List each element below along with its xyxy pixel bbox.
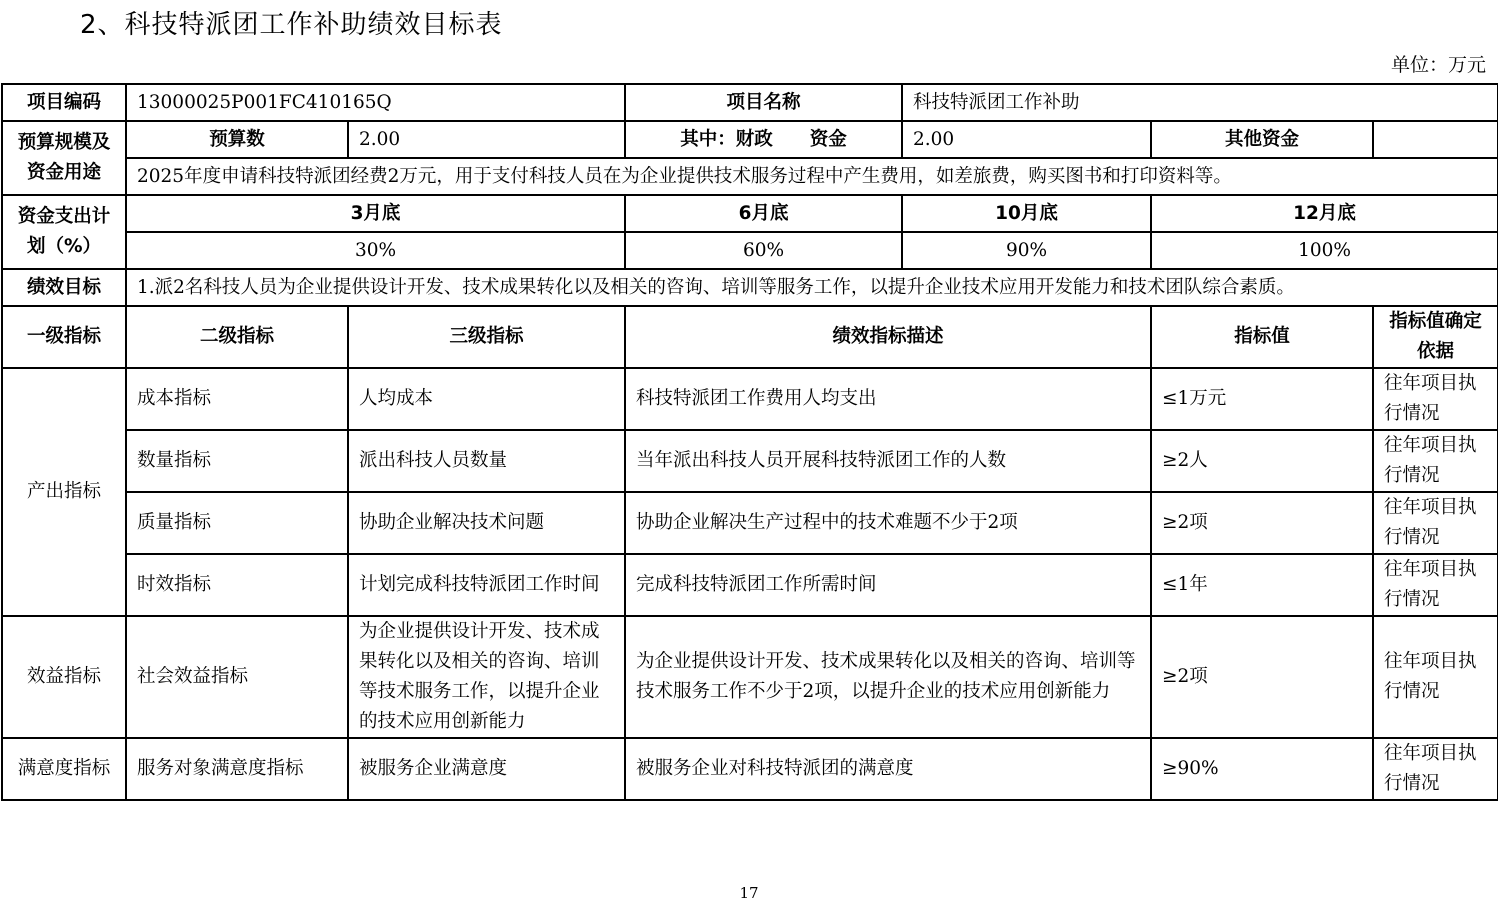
level3-cell: 协助企业解决技术问题 — [348, 492, 625, 554]
table-row — [2, 738, 1498, 800]
spending-period: 3月底 — [126, 195, 625, 232]
value-cell: ≥90% — [1151, 738, 1373, 800]
spending-period-row — [2, 195, 1498, 232]
page-number: 17 — [739, 884, 759, 902]
description-cell: 被服务企业对科技特派团的满意度 — [625, 738, 1151, 800]
project-code-value: 13000025P001FC410165Q — [126, 84, 625, 121]
level2-cell: 成本指标 — [126, 368, 348, 430]
budget-row — [2, 121, 1498, 158]
budget-amount-value: 2.00 — [348, 121, 625, 158]
level3-cell: 被服务企业满意度 — [348, 738, 625, 800]
basis-cell: 往年项目执行情况 — [1373, 616, 1498, 738]
table-row — [2, 368, 1498, 430]
basis-cell: 往年项目执行情况 — [1373, 554, 1498, 616]
header-description: 绩效指标描述 — [625, 306, 1151, 368]
spending-percent: 100% — [1151, 232, 1498, 269]
purpose-row — [2, 158, 1498, 195]
table-row — [2, 616, 1498, 738]
spending-period: 6月底 — [625, 195, 902, 232]
level1-benefit: 效益指标 — [2, 616, 126, 738]
table-row — [2, 492, 1498, 554]
header-level2: 二级指标 — [126, 306, 348, 368]
spending-percent: 30% — [126, 232, 625, 269]
budget-amount-label: 预算数 — [126, 121, 348, 158]
spending-period: 10月底 — [902, 195, 1151, 232]
fiscal-funds-label: 其中：财政 资金 — [625, 121, 902, 158]
goal-label: 绩效目标 — [2, 269, 126, 306]
spending-value-row — [2, 232, 1498, 269]
unit-label: 单位：万元 — [1390, 54, 1486, 76]
description-cell: 完成科技特派团工作所需时间 — [625, 554, 1151, 616]
project-code-label: 项目编码 — [2, 84, 126, 121]
project-name-label: 项目名称 — [625, 84, 902, 121]
level3-cell: 为企业提供设计开发、技术成果转化以及相关的咨询、培训等技术服务工作，以提升企业的技术应用创新能力 — [348, 616, 625, 738]
value-cell: ≥2项 — [1151, 492, 1373, 554]
goal-row — [2, 269, 1498, 306]
level2-cell: 服务对象满意度指标 — [126, 738, 348, 800]
spending-period: 12月底 — [1151, 195, 1498, 232]
performance-table — [1, 83, 1498, 801]
budget-section-label: 预算规模及资金用途 — [2, 121, 126, 195]
value-cell: ≤1年 — [1151, 554, 1373, 616]
spending-percent: 90% — [902, 232, 1151, 269]
basis-cell: 往年项目执行情况 — [1373, 368, 1498, 430]
project-row — [2, 84, 1498, 121]
description-cell: 科技特派团工作费用人均支出 — [625, 368, 1151, 430]
description-cell: 为企业提供设计开发、技术成果转化以及相关的咨询、培训等技术服务工作不少于2项，以提升企业的技术应用创新能力 — [625, 616, 1151, 738]
budget-purpose: 2025年度申请科技特派团经费2万元，用于支付科技人员在为企业提供技术服务过程中产生费用，如差旅费，购买图书和打印资料等。 — [126, 158, 1498, 195]
level2-cell: 时效指标 — [126, 554, 348, 616]
spending-plan-label: 资金支出计划（%） — [2, 195, 126, 269]
fiscal-funds-value: 2.00 — [902, 121, 1151, 158]
header-basis: 指标值确定依据 — [1373, 306, 1498, 368]
header-value: 指标值 — [1151, 306, 1373, 368]
spending-percent: 60% — [625, 232, 902, 269]
level2-cell: 质量指标 — [126, 492, 348, 554]
goal-text: 1.派2名科技人员为企业提供设计开发、技术成果转化以及相关的咨询、培训等服务工作，以提升企业技术应用开发能力和技术团队综合素质。 — [126, 269, 1498, 306]
other-funds-value — [1373, 121, 1498, 158]
header-level3: 三级指标 — [348, 306, 625, 368]
value-cell: ≥2人 — [1151, 430, 1373, 492]
indicator-header-row — [2, 306, 1498, 368]
header-level1: 一级指标 — [2, 306, 126, 368]
project-name-value: 科技特派团工作补助 — [902, 84, 1498, 121]
level1-satisfaction: 满意度指标 — [2, 738, 126, 800]
basis-cell: 往年项目执行情况 — [1373, 430, 1498, 492]
page-title: 2、科技特派团工作补助绩效目标表 — [80, 10, 503, 40]
other-funds-label: 其他资金 — [1151, 121, 1373, 158]
basis-cell: 往年项目执行情况 — [1373, 738, 1498, 800]
description-cell: 当年派出科技人员开展科技特派团工作的人数 — [625, 430, 1151, 492]
level3-cell: 计划完成科技特派团工作时间 — [348, 554, 625, 616]
level2-cell: 数量指标 — [126, 430, 348, 492]
table-row — [2, 554, 1498, 616]
description-cell: 协助企业解决生产过程中的技术难题不少于2项 — [625, 492, 1151, 554]
basis-cell: 往年项目执行情况 — [1373, 492, 1498, 554]
level2-cell: 社会效益指标 — [126, 616, 348, 738]
table-row — [2, 430, 1498, 492]
level1-output: 产出指标 — [2, 368, 126, 616]
level3-cell: 派出科技人员数量 — [348, 430, 625, 492]
value-cell: ≥2项 — [1151, 616, 1373, 738]
level3-cell: 人均成本 — [348, 368, 625, 430]
value-cell: ≤1万元 — [1151, 368, 1373, 430]
